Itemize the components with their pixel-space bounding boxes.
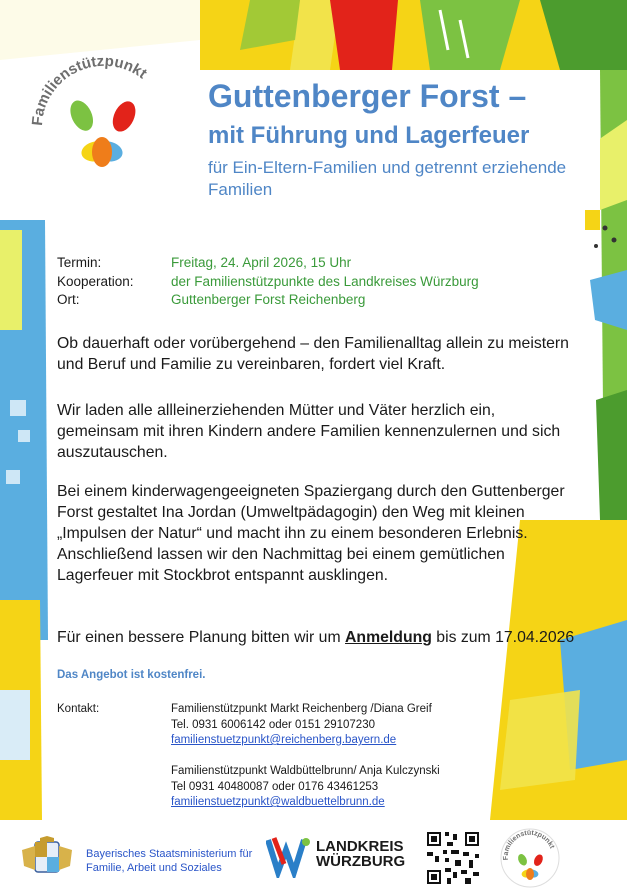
free-offer-note: Das Angebot ist kostenfrei. xyxy=(57,669,206,681)
registration-text: Für einen bessere Planung bitten wir um xyxy=(57,629,346,646)
contact-email-link[interactable]: familienstuetzpunkt@reichenberg.bayern.de xyxy=(171,734,397,746)
info-value: Freitag, 24. April 2026, 15 Uhr xyxy=(171,255,352,270)
hands-logo-small-icon xyxy=(500,828,560,888)
info-row-termin xyxy=(57,254,479,273)
contact-name: Familienstützpunkt Waldbüttelbrunn/ Anja Kulczynski xyxy=(171,765,440,777)
event-info xyxy=(57,254,479,310)
page-title: Guttenberger Forst – xyxy=(208,78,527,114)
info-value: Guttenberger Forst Reichenberg xyxy=(171,292,366,307)
landkreis-name: LANDKREIS WÜRZBURG xyxy=(316,838,406,870)
contact-phone: Tel. 0931 6006142 oder 0151 29107230 xyxy=(171,718,375,731)
info-row-ort xyxy=(57,291,479,310)
registration-deadline: bis zum 17.04.2026 xyxy=(431,629,575,646)
paragraph-description: Bei einem kinderwagengeeigneten Spaziergang durch den Guttenberger Forst gestaltet Ina Jordan (Umweltpädagogin) den Weg mit kleinen „Impulsen der Natur“ und macht ihn zu einem besonderen Erlebnis. Anschließend lassen wir den Nachmittag bei einem gemütlichen Lagerfeuer mit Stockbrot entspannt ausklingen. xyxy=(57,483,565,584)
paragraph-invitation: Wir laden alle allleinerziehenden Mütter und Väter herzlich ein, gemeinsam mit ihren Kindern andere Familien kennenzulernen und sich auszutauschen. xyxy=(57,402,561,461)
paragraph-registration xyxy=(57,627,577,648)
title-box xyxy=(198,70,600,210)
target-audience: für Ein-Eltern-Familien und getrennt erziehende Familien xyxy=(208,158,567,199)
landkreis-w-logo-icon xyxy=(266,834,314,878)
contact-name: Familienstützpunkt Markt Reichenberg /Diana Greif xyxy=(171,703,432,715)
info-label: Termin: xyxy=(57,255,102,270)
contact-email-link[interactable]: familienstuetzpunkt@waldbuettelbrunn.de xyxy=(171,796,385,808)
qr-code-icon[interactable] xyxy=(425,830,481,886)
info-label: Kooperation: xyxy=(57,273,134,289)
registration-link[interactable]: Anmeldung xyxy=(345,629,432,646)
footer xyxy=(0,820,627,891)
contact-label: Kontakt: xyxy=(57,703,100,715)
page-subtitle: mit Führung und Lagerfeuer xyxy=(208,122,530,149)
contact-reichenberg xyxy=(171,702,531,749)
contact-waldbuettelbrunn xyxy=(171,764,531,811)
svg-text:Familienstützpunkt: Familienstützpunkt xyxy=(28,52,151,127)
paragraph-intro: Ob dauerhaft oder vorübergehend – den Familienalltag allein zu meistern und Beruf und Familie zu vereinbaren, fordert viel Kraft. xyxy=(57,335,569,373)
info-label: Ort: xyxy=(57,292,80,307)
hands-logo-icon xyxy=(22,36,182,196)
info-value: der Familienstützpunkte des Landkreises Würzburg xyxy=(171,273,479,289)
svg-text:Familienstützpunkt: Familienstützpunkt xyxy=(502,829,556,861)
info-row-kooperation xyxy=(57,273,479,292)
contact-phone: Tel 0931 40480087 oder 0176 43461253 xyxy=(171,780,379,793)
ministry-name: Bayerisches Staatsministerium für Familie, Arbeit und Soziales xyxy=(86,848,253,874)
bavaria-crest-icon xyxy=(18,836,76,880)
